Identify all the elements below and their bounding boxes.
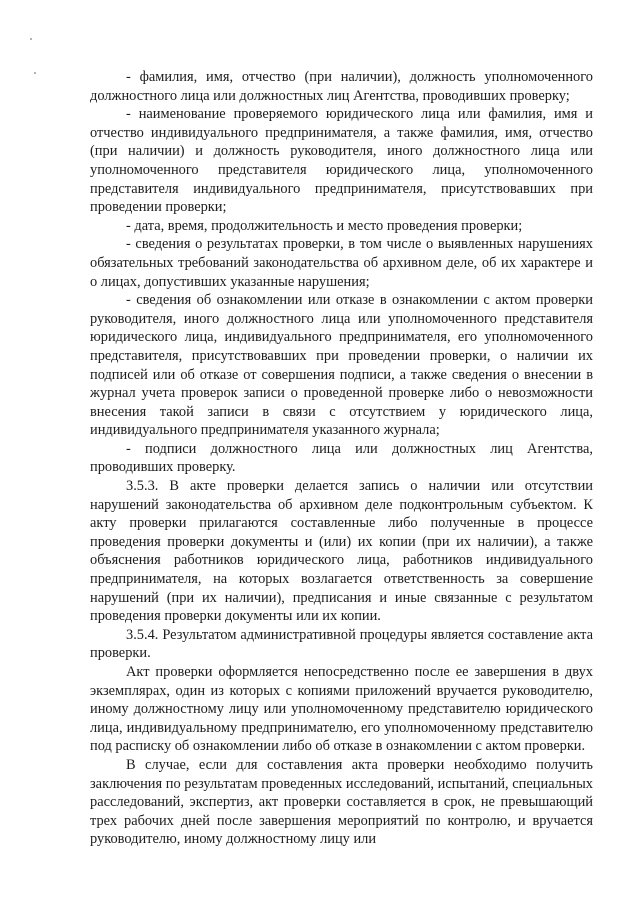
scan-speck (30, 38, 32, 40)
paragraph-results: - сведения о результатах проверки, в том числе о выявленных нарушениях обязательных требований законодательства об архивном деле, об их характере и о лицах, допустивших указанные нарушения; (90, 236, 593, 290)
paragraph-3-5-3: 3.5.3. В акте проверки делается запись о наличии или отсутствии нарушений законодательства об архивном деле подконтрольным субъектом. К акту проверки прилагаются составленные либо полученные в процессе проведения проверки документы и (или) их копии (при их наличии), а также объяснения работников юридического лица, работников индивидуального предпринимателя, на которых возлагается ответственность за совершение нарушений (при их наличии), предписания и иные связанные с результатом проведения проверки документы или их копии. (90, 478, 593, 625)
paragraph-inspector-names: - фамилия, имя, отчество (при наличии), должность уполномоченного должностного лица или должностных лиц Агентства, проводивших проверку; (90, 69, 593, 104)
document-body (90, 68, 593, 849)
scan-speck (34, 72, 36, 74)
paragraph-act-deadline: В случае, если для составления акта проверки необходимо получить заключения по результатам проведенных исследований, испытаний, специальных расследований, экспертиз, акт проверки составляется в срок, не превышающий трех рабочих дней после завершения мероприятий по контролю, и вручается руководителю, иному должностному лицу или (90, 756, 593, 848)
paragraph-date-time-place: - дата, время, продолжительность и место проведения проверки; (126, 217, 523, 234)
paragraph-3-5-4: 3.5.4. Результатом административной процедуры является составление акта проверки. (90, 626, 593, 662)
paragraph-acquaintance: - сведения об ознакомлении или отказе в ознакомлении с актом проверки руководителя, иного должностного лица или уполномоченного представителя юридического лица, индивидуального предпринимателя, его уполномоченного представителя, присутствовавших при проведении проверки, о наличии их подписей или об отказе от совершения подписи, а также сведения о внесении в журнал учета проверок записи о проведенной проверке либо о невозможности внесения такой записи в связи с отсутствием у юридического лица, индивидуального предпринимателя указанного журнала; (90, 292, 593, 439)
paragraph-act-execution: Акт проверки оформляется непосредственно после ее завершения в двух экземплярах, один из которых с копиями приложений вручается руководителю, иному должностному лицу или уполномоченному представителю юридического лица, индивидуальному предпринимателю, его уполномоченному представителю под расписку об ознакомлении либо об отказе в ознакомлении с актом проверки. (90, 664, 593, 755)
paragraph-signatures: - подписи должностного лица или должностных лиц Агентства, проводивших проверку. (90, 440, 593, 476)
paragraph-inspected-entity: - наименование проверяемого юридического лица или фамилия, имя и отчество индивидуального предпринимателя, а также фамилия, имя, отчество (при наличии) и должность руководителя, иного должностного лица или уполномоченного представителя юридического лица, уполномоченного представителя индивидуального предпринимателя, присутствовавших при проведении проверки; (90, 106, 593, 216)
